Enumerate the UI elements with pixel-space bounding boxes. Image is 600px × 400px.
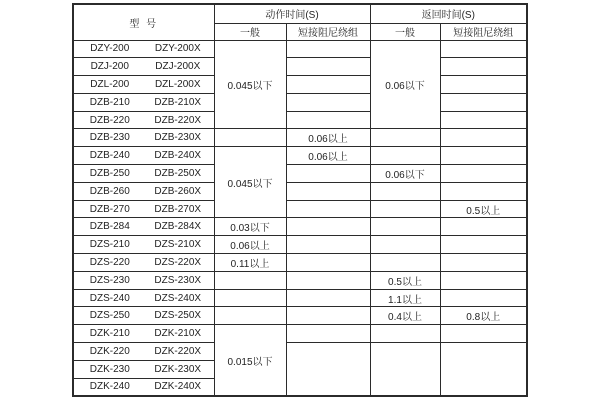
model-cell: [73, 76, 214, 94]
model-name: DZS-240X: [154, 292, 202, 304]
table-row: [73, 182, 527, 200]
model-cell: [73, 307, 214, 325]
model-name: DZB-210: [89, 96, 130, 108]
model-pair: [74, 381, 214, 392]
model-name: DZS-220: [89, 256, 130, 268]
model-pair: [74, 97, 214, 108]
model-name: DZS-250: [89, 310, 130, 322]
action-damped-cell: [286, 289, 370, 307]
action-general-cell: 0.045以下: [214, 147, 286, 218]
action-damped-cell: [286, 254, 370, 272]
action-damped-cell: [286, 111, 370, 129]
action-damped-cell: [286, 182, 370, 200]
action-damped-cell: [286, 343, 370, 396]
model-cell: [73, 378, 214, 396]
model-name: DZL-200: [90, 78, 130, 90]
model-name: DZS-250X: [154, 310, 202, 322]
model-name: DZB-230X: [154, 132, 202, 144]
model-name: DZB-220X: [154, 114, 202, 126]
model-name: DZS-230X: [154, 274, 202, 286]
return-damped-cell: [440, 236, 527, 254]
return-general-cell: [370, 254, 440, 272]
action-damped-cell: [286, 307, 370, 325]
action-damped-cell: [286, 76, 370, 94]
model-pair: [74, 221, 214, 232]
model-cell: [73, 289, 214, 307]
model-name: DZK-210X: [154, 328, 202, 340]
model-name: DZB-284X: [154, 221, 202, 233]
action-general-cell: 0.03以下: [214, 218, 286, 236]
table-row: [73, 343, 527, 361]
return-damped-cell: [440, 325, 527, 343]
model-cell: [73, 271, 214, 289]
model-name: DZB-210X: [154, 96, 202, 108]
return-damped-cell: [440, 129, 527, 147]
action-damped-cell: [286, 218, 370, 236]
model-pair: [74, 61, 214, 72]
action-damped-cell: [286, 58, 370, 76]
action-general-cell: 0.045以下: [214, 40, 286, 129]
model-pair: [74, 168, 214, 179]
return-damped-cell: [440, 343, 527, 396]
return-general-cell: [370, 343, 440, 396]
action-general-cell: [214, 307, 286, 325]
model-name: DZK-210: [89, 328, 130, 340]
return-general-cell: [370, 200, 440, 218]
model-pair: [74, 346, 214, 357]
return-general-cell: [370, 325, 440, 343]
model-cell: [73, 200, 214, 218]
col-header-return-damped-winding: 短接阻尼绕组: [440, 23, 527, 40]
model-pair: [74, 186, 214, 197]
return-general-cell: [370, 218, 440, 236]
return-general-cell: 0.06以下: [370, 40, 440, 129]
model-name: DZS-240: [89, 292, 130, 304]
table-body: [73, 40, 527, 396]
col-header-action-time: 动作时间(S): [214, 4, 370, 23]
table-row: [73, 325, 527, 343]
header-group-row: [73, 4, 527, 23]
model-name: DZY-200: [90, 43, 130, 55]
model-name: DZK-230X: [154, 363, 202, 375]
model-name: DZB-250: [89, 167, 130, 179]
model-name: DZB-220: [89, 114, 130, 126]
action-damped-cell: [286, 93, 370, 111]
model-cell: [73, 182, 214, 200]
return-damped-cell: [440, 40, 527, 58]
return-general-cell: [370, 147, 440, 165]
model-pair: [74, 328, 214, 339]
table-row: [73, 236, 527, 254]
model-name: DZS-230: [89, 274, 130, 286]
table-row: [73, 147, 527, 165]
relay-timing-spec-table: [72, 3, 528, 397]
return-general-cell: 0.5以上: [370, 271, 440, 289]
action-general-cell: 0.015以下: [214, 325, 286, 396]
model-pair: [74, 239, 214, 250]
action-damped-cell: 0.06以上: [286, 129, 370, 147]
table-row: [73, 307, 527, 325]
model-cell: [73, 147, 214, 165]
action-damped-cell: [286, 40, 370, 58]
action-damped-cell: [286, 165, 370, 183]
action-damped-cell: [286, 271, 370, 289]
model-pair: [74, 364, 214, 375]
table-row: [73, 111, 527, 129]
model-pair: [74, 150, 214, 161]
model-name: DZK-240: [89, 381, 130, 393]
model-cell: [73, 325, 214, 343]
return-damped-cell: [440, 289, 527, 307]
model-name: DZS-210X: [154, 239, 202, 251]
action-damped-cell: [286, 325, 370, 343]
model-name: DZL-200X: [154, 78, 201, 90]
model-pair: [74, 257, 214, 268]
model-pair: [74, 275, 214, 286]
model-name: DZK-220X: [154, 345, 202, 357]
model-cell: [73, 343, 214, 361]
model-name: DZK-240X: [154, 381, 202, 393]
model-name: DZB-270: [89, 203, 130, 215]
action-general-cell: 0.11以上: [214, 254, 286, 272]
model-cell: [73, 129, 214, 147]
return-damped-cell: [440, 111, 527, 129]
table-row: [73, 289, 527, 307]
table-row: [73, 165, 527, 183]
return-general-cell: [370, 236, 440, 254]
return-general-cell: 0.4以上: [370, 307, 440, 325]
action-damped-cell: [286, 200, 370, 218]
action-general-cell: [214, 289, 286, 307]
model-name: DZB-260X: [154, 185, 202, 197]
table-row: [73, 58, 527, 76]
return-damped-cell: 0.5以上: [440, 200, 527, 218]
model-cell: [73, 58, 214, 76]
action-damped-cell: [286, 236, 370, 254]
model-pair: [74, 204, 214, 215]
return-damped-cell: [440, 165, 527, 183]
table-row: [73, 129, 527, 147]
model-cell: [73, 40, 214, 58]
table-row: [73, 218, 527, 236]
model-cell: [73, 254, 214, 272]
model-pair: [74, 310, 214, 321]
model-cell: [73, 111, 214, 129]
return-damped-cell: [440, 76, 527, 94]
model-cell: [73, 236, 214, 254]
table-row: [73, 76, 527, 94]
col-header-return-general: 一般: [370, 23, 440, 40]
col-header-model: 型 号: [73, 4, 214, 40]
model-name: DZB-270X: [154, 203, 202, 215]
return-general-cell: 0.06以下: [370, 165, 440, 183]
model-pair: [74, 43, 214, 54]
model-pair: [74, 79, 214, 90]
model-name: DZS-220X: [154, 256, 202, 268]
model-cell: [73, 218, 214, 236]
table-row: [73, 93, 527, 111]
col-header-action-damped-winding: 短接阻尼绕组: [286, 23, 370, 40]
return-damped-cell: [440, 182, 527, 200]
return-damped-cell: [440, 271, 527, 289]
model-name: DZB-260: [89, 185, 130, 197]
model-name: DZB-284: [89, 221, 130, 233]
model-name: DZK-220: [89, 345, 130, 357]
action-general-cell: [214, 271, 286, 289]
action-general-cell: 0.06以上: [214, 236, 286, 254]
return-damped-cell: [440, 58, 527, 76]
relay-timing-table-wrap: [72, 3, 528, 397]
model-name: DZY-200X: [154, 43, 201, 55]
model-name: DZK-230: [89, 363, 130, 375]
model-cell: [73, 360, 214, 378]
table-row: [73, 271, 527, 289]
col-header-return-time: 返回时间(S): [370, 4, 527, 23]
return-general-cell: [370, 182, 440, 200]
return-damped-cell: [440, 254, 527, 272]
table-row: [73, 254, 527, 272]
return-damped-cell: [440, 93, 527, 111]
return-general-cell: 1.1以上: [370, 289, 440, 307]
return-damped-cell: [440, 218, 527, 236]
model-name: DZB-250X: [154, 167, 202, 179]
model-name: DZS-210: [89, 239, 130, 251]
model-name: DZJ-200: [90, 61, 129, 73]
table-header: [73, 4, 527, 40]
return-damped-cell: 0.8以上: [440, 307, 527, 325]
model-pair: [74, 132, 214, 143]
model-cell: [73, 93, 214, 111]
model-pair: [74, 293, 214, 304]
model-name: DZB-240X: [154, 150, 202, 162]
return-damped-cell: [440, 147, 527, 165]
model-pair: [74, 115, 214, 126]
model-name: DZB-230: [89, 132, 130, 144]
model-name: DZB-240: [89, 150, 130, 162]
action-general-cell: [214, 129, 286, 147]
model-cell: [73, 165, 214, 183]
action-damped-cell: 0.06以上: [286, 147, 370, 165]
model-name: DZJ-200X: [155, 61, 201, 73]
table-row: [73, 40, 527, 58]
return-general-cell: [370, 129, 440, 147]
table-row: [73, 200, 527, 218]
col-header-action-general: 一般: [214, 23, 286, 40]
